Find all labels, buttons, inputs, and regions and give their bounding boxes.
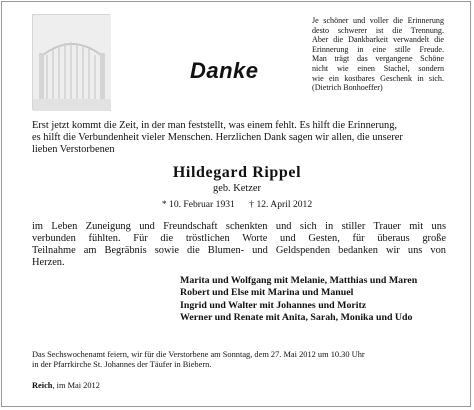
- thanks-paragraph: [32, 221, 446, 269]
- bonhoeffer-quote: [312, 16, 444, 93]
- quote-line: Aber die Dankbarkeit verwandelt die: [312, 35, 444, 45]
- quote-line: Je schöner und voller die Erinnerung: [312, 16, 444, 25]
- death-date: † 12. April 2012: [249, 199, 313, 210]
- life-dates: [0, 199, 474, 210]
- deceased-name: Hildegard Rippel: [172, 164, 302, 181]
- intro-line: es hilft die Verbundenheit vieler Menschen. Herzlichen Dank sagen wir allen, die unserer: [32, 132, 403, 143]
- quote-line: nicht wie einen Stachel, sondern: [312, 63, 444, 73]
- family-line: Robert und Else mit Marina und Manuel: [180, 287, 354, 299]
- place-name: Reich: [32, 381, 53, 390]
- gate-photo: [32, 14, 110, 110]
- notice-line: in der Pfarrkirche St. Johannes der Täufer in Biebern.: [32, 360, 212, 369]
- intro-paragraph: [32, 120, 450, 156]
- heading-danke: Danke: [190, 58, 259, 83]
- family-line: Werner und Renate mit Anita, Sarah, Monika und Udo: [180, 312, 413, 324]
- quote-line: desto schwerer ist die Trennung.: [312, 25, 444, 35]
- thanks-line: im Leben Zuneigung und Freundschaft schenkten und sich in stiller Trauer mit uns: [32, 221, 446, 232]
- family-line: Marita und Wolfgang mit Melanie, Matthias und Maren: [180, 275, 418, 286]
- mass-notice: [32, 350, 365, 370]
- thanks-line: Herzen.: [32, 257, 65, 268]
- family-signatures: [180, 275, 417, 325]
- intro-line: Erst jetzt kommt die Zeit, in der man feststellt, was einem fehlt. Es hilft die Erinnerung,: [32, 120, 398, 131]
- thanks-line: Teilnahme am Begräbnis sowie die Blumen- und Geldspenden bedanken wir uns von: [32, 245, 446, 256]
- quote-line: Man trägt das vergangene Schöne: [312, 54, 444, 64]
- intro-line: lieben Verstorbenen: [32, 144, 115, 155]
- notice-line: Das Sechswochenamt feiern, wir für die Verstorbene am Sonntag, dem 27. Mai 2012 um 10.30 Uhr: [32, 350, 365, 359]
- birth-date: * 10. Februar 1931: [161, 199, 235, 210]
- thanks-line: verbunden fühlten. Für die tröstlichen Worte und Gesten, für überaus große: [32, 233, 446, 244]
- family-line: Ingrid und Walter mit Johannes und Moritz: [180, 299, 367, 311]
- place-date: [32, 381, 100, 390]
- gate-image-icon: [33, 15, 111, 111]
- quote-author: (Dietrich Bonhoeffer): [312, 83, 383, 93]
- birth-name: geb. Ketzer: [213, 183, 261, 194]
- quote-line: Erinnerung in eine stille Freude.: [312, 44, 444, 54]
- sign-date: , im Mai 2012: [52, 381, 100, 390]
- quote-line: wie ein kostbares Geschenk in sich.: [312, 73, 444, 83]
